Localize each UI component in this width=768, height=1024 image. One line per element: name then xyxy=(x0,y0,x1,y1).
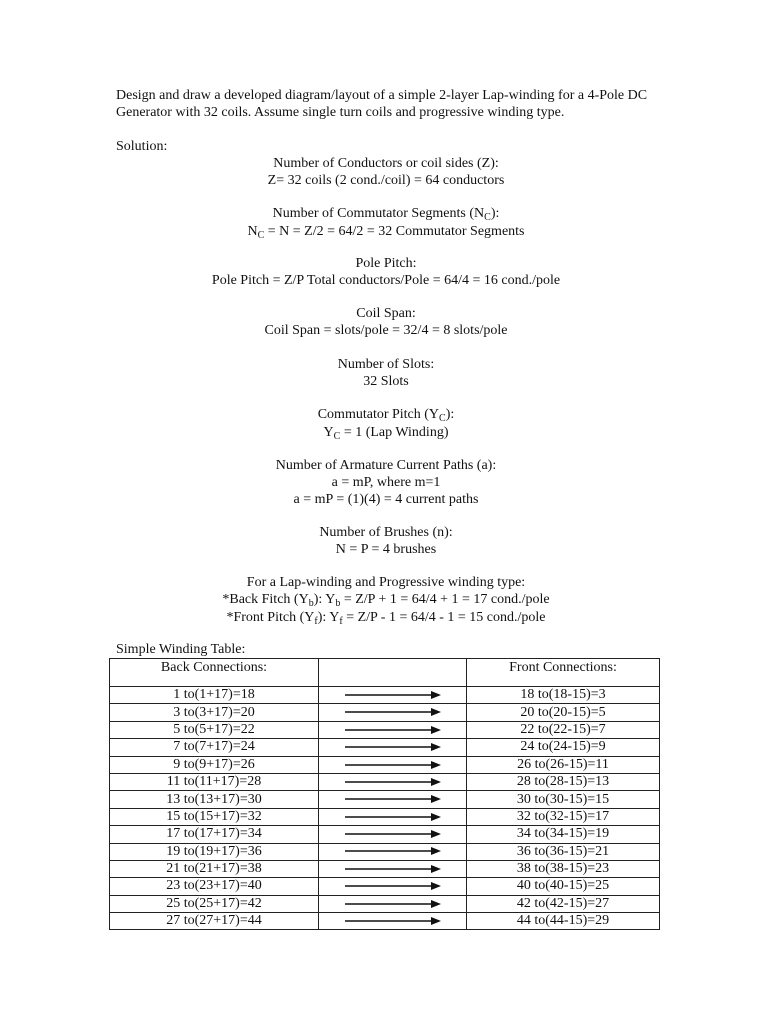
right-arrow-icon xyxy=(344,690,442,700)
pole-pitch-heading: Pole Pitch: xyxy=(355,256,417,271)
table-row xyxy=(110,739,660,756)
front-connection-cell: 30 to(30-15)=15 xyxy=(467,791,660,808)
table-row xyxy=(110,687,660,704)
header-back-connections: Back Connections: xyxy=(110,659,319,687)
arrow-cell xyxy=(319,756,467,773)
front-connection-cell: 42 to(42-15)=27 xyxy=(467,895,660,912)
pole-pitch-section xyxy=(116,255,656,289)
fitch-heading: For a Lap-winding and Progressive winding type: xyxy=(246,575,526,590)
front-connection-cell: 36 to(36-15)=21 xyxy=(467,843,660,860)
back-connection-cell: 15 to(15+17)=32 xyxy=(110,808,319,825)
coil-span-section xyxy=(116,305,656,339)
arrow-cell xyxy=(319,843,467,860)
winding-table xyxy=(109,658,660,930)
table-row xyxy=(110,913,660,930)
current-paths-section xyxy=(116,457,656,508)
arrow-cell xyxy=(319,826,467,843)
slots-section xyxy=(116,356,656,390)
front-connection-cell: 28 to(28-15)=13 xyxy=(467,773,660,790)
commutator-value: $N_C = N = Z/2 = 64/2 = 32$ Commutator Segments xyxy=(247,224,525,241)
arrow-cell xyxy=(319,895,467,912)
back-connection-cell: 3 to(3+17)=20 xyxy=(110,704,319,721)
back-connection-cell: 23 to(23+17)=40 xyxy=(110,878,319,895)
arrow-cell xyxy=(319,721,467,738)
arrow-cell xyxy=(319,687,467,704)
current-paths-heading: Number of Armature Current Paths (a): xyxy=(275,458,497,473)
header-front-connections: Front Connections: xyxy=(467,659,660,687)
right-arrow-icon xyxy=(344,899,442,909)
table-row xyxy=(110,808,660,825)
right-arrow-icon xyxy=(344,725,442,735)
conductors-heading: Number of Conductors or coil sides (Z): xyxy=(273,156,499,171)
table-row xyxy=(110,704,660,721)
commutator-pitch-section xyxy=(116,406,656,442)
table-header-row xyxy=(110,659,660,687)
commutator-heading: Number of Commutator Segments $(N_C)$: xyxy=(272,206,500,223)
table-row xyxy=(110,721,660,738)
brushes-section xyxy=(116,524,656,558)
front-connection-cell: 24 to(24-15)=9 xyxy=(467,739,660,756)
right-arrow-icon xyxy=(344,846,442,856)
conductors-section xyxy=(116,155,656,189)
front-connection-cell: 18 to(18-15)=3 xyxy=(467,687,660,704)
table-row xyxy=(110,878,660,895)
solution-label: Solution: xyxy=(116,139,168,154)
front-connection-cell: 32 to(32-15)=17 xyxy=(467,808,660,825)
front-connection-cell: 38 to(38-15)=23 xyxy=(467,860,660,877)
header-middle xyxy=(319,659,467,687)
commutator-section xyxy=(116,205,656,241)
right-arrow-icon xyxy=(344,777,442,787)
right-arrow-icon xyxy=(344,707,442,717)
table-row xyxy=(110,860,660,877)
table-row xyxy=(110,791,660,808)
arrow-cell xyxy=(319,878,467,895)
table-row xyxy=(110,843,660,860)
back-connection-cell: 9 to(9+17)=26 xyxy=(110,756,319,773)
back-connection-cell: 27 to(27+17)=44 xyxy=(110,913,319,930)
current-paths-line2: a = mP = (1)(4) = 4 current paths xyxy=(293,492,479,507)
table-row xyxy=(110,895,660,912)
right-arrow-icon xyxy=(344,812,442,822)
arrow-cell xyxy=(319,791,467,808)
arrow-cell xyxy=(319,808,467,825)
problem-statement: Design and draw a developed diagram/layout of a simple 2-layer Lap-winding for a 4-Pole DC Generator with 32 coils. Assume single turn coils and progressive winding type. xyxy=(116,88,648,120)
right-arrow-icon xyxy=(344,916,442,926)
back-connection-cell: 19 to(19+17)=36 xyxy=(110,843,319,860)
back-connection-cell: 17 to(17+17)=34 xyxy=(110,826,319,843)
front-connection-cell: 44 to(44-15)=29 xyxy=(467,913,660,930)
coil-span-value: Coil Span = slots/pole = 32/4 = 8 slots/pole xyxy=(264,323,508,338)
coil-span-heading: Coil Span: xyxy=(356,306,416,321)
slots-heading: Number of Slots: xyxy=(337,357,435,372)
fitch-section xyxy=(116,574,656,627)
brushes-value: N = P = 4 brushes xyxy=(335,542,437,557)
front-connection-cell: 22 to(22-15)=7 xyxy=(467,721,660,738)
back-connection-cell: 13 to(13+17)=30 xyxy=(110,791,319,808)
back-connection-cell: 1 to(1+17)=18 xyxy=(110,687,319,704)
slots-value: 32 Slots xyxy=(363,374,409,389)
table-title: Simple Winding Table: xyxy=(116,642,246,657)
table-row xyxy=(110,756,660,773)
table-row xyxy=(110,826,660,843)
back-fitch-line: *Back Fitch $(Y_b)$: $Y_b = Z/P + 1 = 64/4 + 1 = 17$ cond./pole xyxy=(222,592,550,609)
pole-pitch-value: Pole Pitch = Z/P Total conductors/Pole = 64/4 = 16 cond./pole xyxy=(211,273,561,288)
arrow-cell xyxy=(319,773,467,790)
back-connection-cell: 7 to(7+17)=24 xyxy=(110,739,319,756)
table-row xyxy=(110,773,660,790)
conductors-value: Z= 32 coils (2 cond./coil) = 64 conductors xyxy=(267,173,505,188)
current-paths-line1: a = mP, where m=1 xyxy=(331,475,441,490)
right-arrow-icon xyxy=(344,829,442,839)
right-arrow-icon xyxy=(344,864,442,874)
arrow-cell xyxy=(319,704,467,721)
front-connection-cell: 34 to(34-15)=19 xyxy=(467,826,660,843)
right-arrow-icon xyxy=(344,742,442,752)
arrow-cell xyxy=(319,739,467,756)
right-arrow-icon xyxy=(344,760,442,770)
front-connection-cell: 40 to(40-15)=25 xyxy=(467,878,660,895)
brushes-heading: Number of Brushes (n): xyxy=(319,525,453,540)
back-connection-cell: 11 to(11+17)=28 xyxy=(110,773,319,790)
winding-table-body xyxy=(110,687,660,930)
front-connection-cell: 26 to(26-15)=11 xyxy=(467,756,660,773)
front-pitch-line: *Front Pitch $(Y_f)$: $Y_f = Z/P - 1 = 64/4 - 1 = 15$ cond./pole xyxy=(226,610,546,627)
commutator-pitch-heading: Commutator Pitch $(Y_C)$: xyxy=(317,407,455,424)
back-connection-cell: 21 to(21+17)=38 xyxy=(110,860,319,877)
front-connection-cell: 20 to(20-15)=5 xyxy=(467,704,660,721)
back-connection-cell: 5 to(5+17)=22 xyxy=(110,721,319,738)
commutator-pitch-value: $Y_C = 1$ (Lap Winding) xyxy=(323,425,449,442)
back-connection-cell: 25 to(25+17)=42 xyxy=(110,895,319,912)
arrow-cell xyxy=(319,913,467,930)
right-arrow-icon xyxy=(344,881,442,891)
arrow-cell xyxy=(319,860,467,877)
right-arrow-icon xyxy=(344,794,442,804)
